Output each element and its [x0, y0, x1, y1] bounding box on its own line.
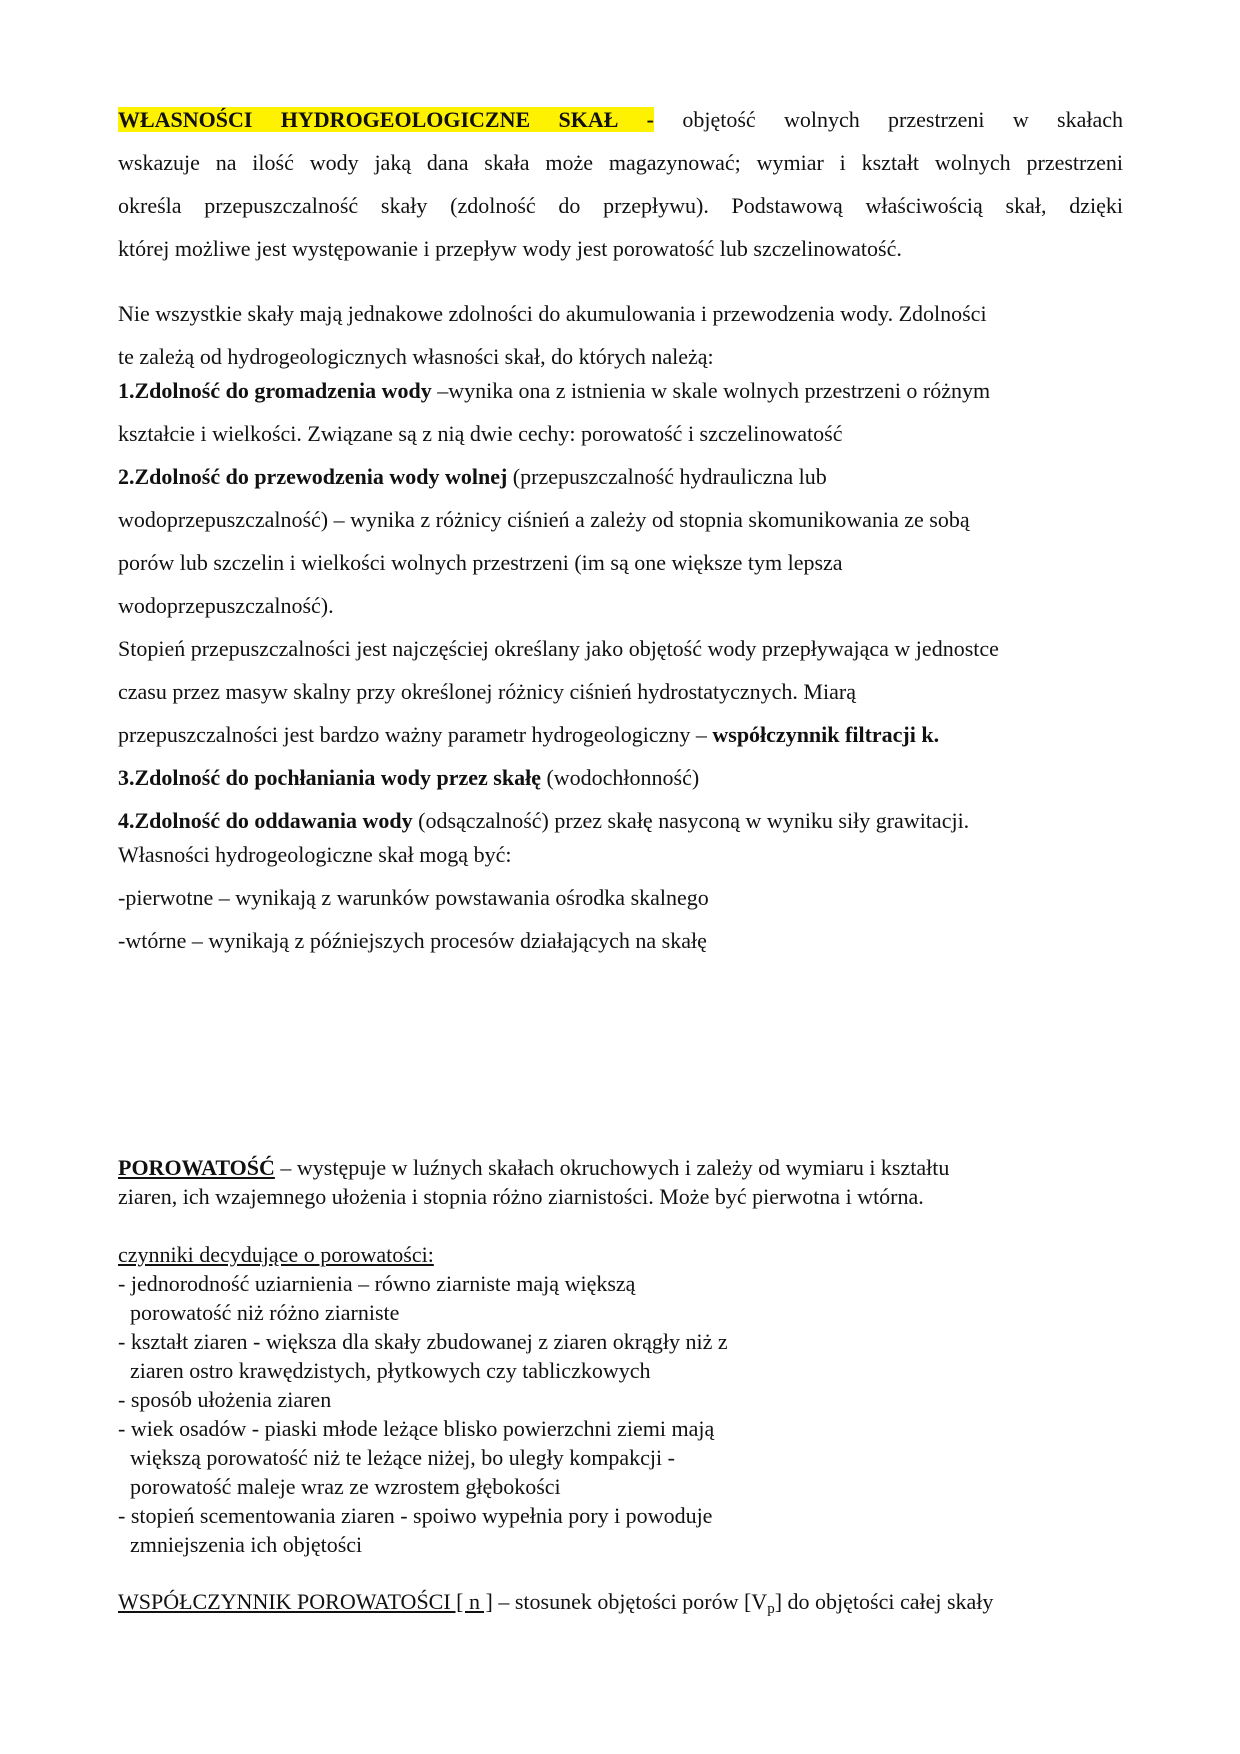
porosity-line-1: POROWATOŚĆ – występuje w luźnych skałach okruchowych i zależy od wymiaru i kształtu — [118, 1155, 950, 1180]
factor-line: - wiek osadów - piaski młode leżące blisko powierzchni ziemi mają — [118, 1416, 715, 1441]
intro-line-3: określa przepuszczalność skały (zdolność do przepływu). Podstawową właściwością skał, dzięki — [118, 193, 1123, 218]
list-item-2-cont-2: porów lub szczelin i wielkości wolnych przestrzeni (im są one większe tym lepsza — [118, 550, 843, 575]
properties-list — [118, 369, 1123, 842]
factor-line: większą porowatość niż te leżące niżej, bo uległy kompakcji - — [130, 1445, 675, 1470]
list-item-3: 3.Zdolność do pochłaniania wody przez skałę (wodochłonność) — [118, 765, 700, 790]
permeability-line-3: przepuszczalności jest bardzo ważny parametr hydrogeologiczny – współczynnik filtracji k. — [118, 722, 940, 747]
intro-line-4: której możliwe jest występowanie i przepływ wody jest porowatość lub szczelinowatość. — [118, 236, 902, 261]
section-heading-highlighted: WŁASNOŚCI HYDROGEOLOGICZNE SKAŁ - — [118, 107, 655, 132]
porosity-coefficient-line — [118, 1580, 1123, 1631]
intro-line-2: wskazuje na ilość wody jaką dana skała może magazynować; wymiar i kształt wolnych przestrzeni — [118, 150, 1123, 175]
properties-line-1: Nie wszystkie skały mają jednakowe zdolności do akumulowania i przewodzenia wody. Zdolności — [118, 301, 987, 326]
origin-line-3: -wtórne – wynikają z późniejszych procesów działających na skałę — [118, 928, 707, 953]
factor-line: - sposób ułożenia ziaren — [118, 1387, 332, 1412]
origin-paragraph — [118, 833, 1123, 962]
factor-line: zmniejszenia ich objętości — [130, 1532, 363, 1557]
factors-title: czynniki decydujące o porowatości: — [118, 1242, 434, 1267]
factor-line: porowatość niż różno ziarniste — [130, 1300, 400, 1325]
permeability-line-2: czasu przez masyw skalny przy określonej różnicy ciśnień hydrostatycznych. Miarą — [118, 679, 856, 704]
factor-line: - kształt ziaren - większa dla skały zbudowanej z ziaren okrągły niż z — [118, 1329, 728, 1354]
list-item-2-cont-3: wodoprzepuszczalność). — [118, 593, 334, 618]
factor-line: - jednorodność uziarnienia – równo ziarniste mają większą — [118, 1271, 636, 1296]
filtration-coefficient: współczynnik filtracji k. — [712, 722, 940, 747]
list-item-2-cont-1: wodoprzepuszczalność) – wynika z różnicy ciśnień a zależy od stopnia skomunikowania ze sobą — [118, 507, 970, 532]
origin-line-1: Własności hydrogeologiczne skał mogą być: — [118, 842, 512, 867]
coefficient-heading: WSPÓŁCZYNNIK POROWATOŚCI [ n ] — [118, 1589, 493, 1614]
intro-line-1: WŁASNOŚCI HYDROGEOLOGICZNE SKAŁ - objętość wolnych przestrzeni w skałach — [118, 107, 1123, 132]
properties-paragraph — [118, 292, 1123, 378]
permeability-line-1: Stopień przepuszczalności jest najczęściej określany jako objętość wody przepływająca w jednostce — [118, 636, 999, 661]
list-item-1-cont: kształcie i wielkości. Związane są z nią dwie cechy: porowatość i szczelinowatość — [118, 421, 843, 446]
factor-line: ziaren ostro krawędzistych, płytkowych czy tabliczkowych — [130, 1358, 651, 1383]
porosity-heading: POROWATOŚĆ — [118, 1155, 275, 1180]
factors-block — [118, 1240, 1123, 1559]
coefficient-definition: WSPÓŁCZYNNIK POROWATOŚCI [ n ] – stosunek objętości porów $[V_p]$ do objętości całej skały — [118, 1589, 994, 1617]
factor-line: - stopień scementowania ziaren - spoiwo wypełnia pory i powoduje — [118, 1503, 713, 1528]
origin-line-2: -pierwotne – wynikają z warunków powstawania ośrodka skalnego — [118, 885, 709, 910]
list-item-1: 1.Zdolność do gromadzenia wody –wynika ona z istnienia w skale wolnych przestrzeni o różnym — [118, 378, 991, 403]
factor-line: porowatość maleje wraz ze wzrostem głębokości — [130, 1474, 561, 1499]
properties-line-2: te zależą od hydrogeologicznych własności skał, do których należą: — [118, 344, 714, 369]
list-item-2: 2.Zdolność do przewodzenia wody wolnej (przepuszczalność hydrauliczna lub — [118, 464, 827, 489]
porosity-line-2: ziaren, ich wzajemnego ułożenia i stopnia różno ziarnistości. Może być pierwotna i wtórna. — [118, 1184, 924, 1209]
intro-paragraph — [118, 98, 1123, 270]
porosity-paragraph — [118, 1153, 1123, 1211]
list-item-4: 4.Zdolność do oddawania wody (odsączalność) przez skałę nasyconą w wyniku siły grawitacji. — [118, 808, 970, 833]
